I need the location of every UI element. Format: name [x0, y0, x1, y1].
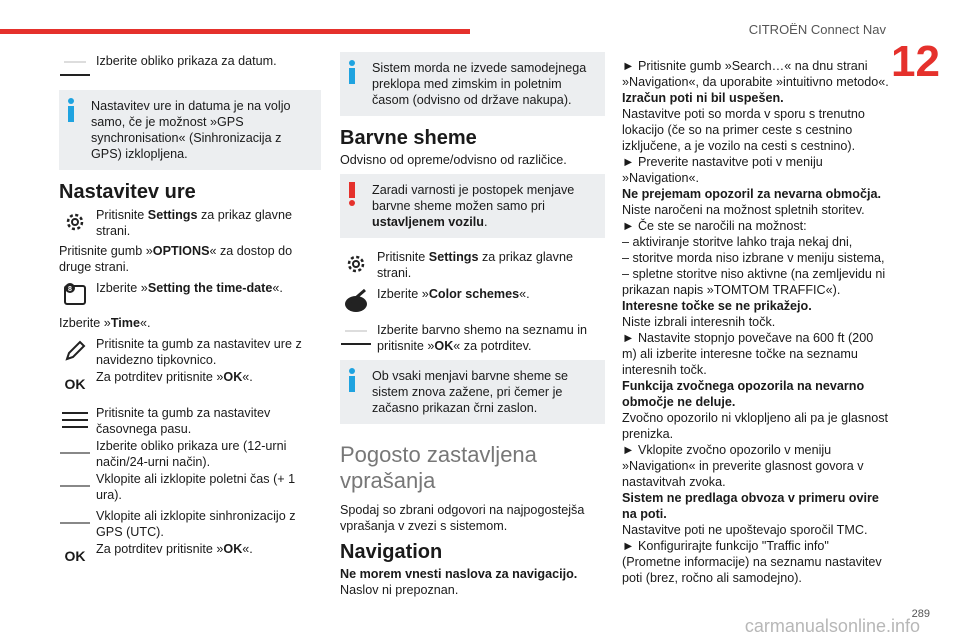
- info-box: [340, 52, 605, 116]
- step-text: Vklopite ali izklopite poletni čas (+ 1 ura).: [96, 472, 296, 502]
- warning-text: Zaradi varnosti je postopek menjave barvne sheme možen samo pri ustavljenem vozilu.: [372, 183, 575, 229]
- step-text: Za potrditev pritisnite »OK«.: [96, 370, 253, 384]
- paragraph: Pritisnite gumb »OPTIONS« za dostop do druge strani.: [59, 244, 293, 274]
- faq-line: Nastavitve poti so morda v sporu s trenutno lokacijo (če so na primer ceste s cestnino izključene, a je vozilo na cesti s cestnino).: [622, 107, 865, 153]
- step-text: Pritisnite Settings za prikaz glavne strani.: [96, 208, 292, 238]
- step-text: Izberite obliko prikaza ure (12-urni način/24-urni način).: [96, 439, 287, 469]
- faq-line: – storitve morda niso izbrane v meniju sistema,: [622, 251, 885, 265]
- warning-box: [340, 174, 605, 238]
- list-select-icon: [340, 321, 372, 353]
- info-text: Ob vsaki menjavi barvne sheme se sistem znova zažene, pri čemer je začasno prikazan črni zaslon.: [372, 369, 568, 415]
- menu-icon: [59, 404, 91, 436]
- faq-question: Sistem ne predlaga obvoza v primeru ovire na poti.: [622, 491, 879, 521]
- info-icon: [348, 368, 356, 392]
- running-header: CITROËN Connect Nav: [748, 22, 886, 37]
- navigation-heading: Navigation: [340, 541, 443, 563]
- faq-line: Niste naročeni na možnost spletnih storitev.: [622, 203, 865, 217]
- gear-icon: [59, 206, 91, 238]
- step-row: [59, 52, 321, 84]
- faq-line: ► Konfigurirajte funkcijo "Traffic info" (Prometne informacije) na seznamu nastavitev poti (brez, ročno ali samodejno).: [622, 539, 882, 585]
- header-accent-bar: [0, 29, 470, 34]
- step-text: Vklopite ali izklopite sinhronizacijo z GPS (UTC).: [96, 509, 296, 539]
- info-icon: [67, 98, 75, 122]
- step-text: Izberite barvno shemo na seznamu in pritisnite »OK« za potrditev.: [377, 323, 588, 353]
- faq-line: Zvočno opozorilo ni vklopljeno ali pa je glasnost prenizka.: [622, 411, 889, 441]
- date-format-icon: [59, 52, 91, 84]
- toggle-icon: [59, 470, 91, 502]
- faq-line: – aktiviranje storitve lahko traja nekaj dni,: [622, 235, 853, 249]
- step-row: [59, 279, 321, 311]
- faq-question: Ne morem vnesti naslova za navigacijo.: [340, 567, 578, 581]
- info-icon: [348, 60, 356, 84]
- section-heading: Nastavitev ure: [59, 181, 196, 203]
- warning-icon: [348, 182, 356, 206]
- faq-answer: Naslov ni prepoznan.: [340, 583, 459, 597]
- paragraph: Spodaj so zbrani odgovori na najpogostejša vprašanja v zvezi s sistemom.: [340, 503, 585, 533]
- section-heading: Barvne sheme: [340, 127, 477, 149]
- info-box: [59, 90, 321, 170]
- ok-button-icon: OK: [64, 548, 86, 564]
- column-3: [622, 58, 890, 586]
- faq-question: Funkcija zvočnega opozorila na nevarno območje ne deluje.: [622, 379, 865, 409]
- step-row: [59, 540, 321, 572]
- step-text: Izberite »Color schemes«.: [377, 287, 530, 301]
- step-row: [340, 285, 605, 317]
- chapter-number: 12: [891, 37, 940, 86]
- svg-text:8: 8: [68, 286, 72, 293]
- faq-question: Ne prejemam opozoril za nevarna območja.: [622, 187, 881, 201]
- step-text: Pritisnite Settings za prikaz glavne strani.: [377, 250, 573, 280]
- faq-question: Izračun poti ni bil uspešen.: [622, 91, 784, 105]
- step-text: Izberite »Setting the time-date«.: [96, 281, 283, 295]
- step-row: [59, 206, 321, 239]
- palette-icon: [340, 285, 372, 317]
- step-row: [340, 248, 605, 281]
- faq-line: Nastavitve poti ne upoštevajo sporočil TMC.: [622, 523, 868, 537]
- faq-line: ► Vklopite zvočno opozorilo v meniju »Navigation« in preverite glasnost govora v nastavitvah zvoka.: [622, 443, 864, 489]
- step-text: Za potrditev pritisnite »OK«.: [96, 542, 253, 556]
- step-row: [59, 368, 321, 400]
- faq-line: – spletne storitve niso aktivne (na zemljevidu ni prikazan napis »TOMTOM TRAFFIC«).: [622, 267, 886, 297]
- column-1: [59, 52, 321, 576]
- page-number: 289: [911, 608, 930, 620]
- paragraph: Izberite »Time«.: [59, 316, 151, 330]
- faq-line: ► Preverite nastavitve poti v meniju »Navigation«.: [622, 155, 823, 185]
- pencil-icon: [59, 335, 91, 367]
- faq-line: Niste izbrali interesnih točk.: [622, 315, 776, 329]
- watermark: carmanualsonline.info: [744, 616, 920, 636]
- step-text: Pritisnite ta gumb za nastavitev časovnega pasu.: [96, 406, 271, 436]
- step-row: [59, 437, 321, 470]
- step-row: [59, 335, 321, 368]
- step-text: Izberite obliko prikaza za datum.: [96, 54, 277, 68]
- faq-line: ► Pritisnite gumb »Search…« na dnu strani »Navigation«, da uporabite »intuitivno metodo«.: [622, 59, 889, 89]
- faq-question: Interesne točke se ne prikažejo.: [622, 299, 812, 313]
- info-box: [340, 360, 605, 424]
- faq-heading: Pogosto zastavljena vprašanja: [340, 442, 537, 493]
- faq-line: ► Če ste se naročili na možnost:: [622, 219, 807, 233]
- info-text: Nastavitev ure in datuma je na voljo samo, če je možnost »GPS synchronisation« (Sinhronizacija z GPS) izklopljena.: [91, 99, 291, 161]
- step-row: [59, 470, 321, 503]
- paragraph: Odvisno od opreme/odvisno od različice.: [340, 153, 567, 167]
- faq-line: ► Nastavite stopnjo povečave na 600 ft (200 m) ali izberite interesne točke na seznamu interesnih točk.: [622, 331, 874, 377]
- gear-icon: [340, 248, 372, 280]
- step-row: [340, 321, 605, 354]
- ok-button-icon: OK: [64, 376, 86, 392]
- toggle-icon: [59, 437, 91, 469]
- column-2: [340, 52, 605, 598]
- step-row: [59, 507, 321, 540]
- toggle-icon: [59, 507, 91, 539]
- step-text: Pritisnite ta gumb za nastavitev ure z navidezno tipkovnico.: [96, 337, 302, 367]
- step-row: [59, 404, 321, 437]
- info-text: Sistem morda ne izvede samodejnega preklopa med zimskim in poletnim časom (odvisno od države nakupa).: [372, 61, 587, 107]
- clock-settings-icon: [59, 279, 91, 311]
